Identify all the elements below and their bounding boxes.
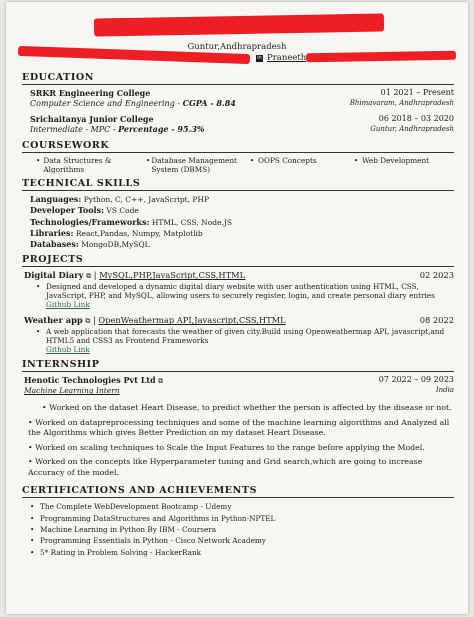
score: CGPA - 8.84	[182, 98, 236, 108]
education-item	[22, 88, 454, 109]
edu-dates: 06 2018 – 03 2020	[378, 114, 454, 123]
project-tech[interactable]: OpenWeathermap API,Javascript,CSS,HTML	[98, 315, 286, 326]
github-link[interactable]: Github Link	[46, 345, 90, 355]
project-name: Weather app	[24, 315, 83, 326]
projects-section	[22, 254, 454, 355]
skills-section	[22, 178, 454, 250]
cert-item: • 5* Rating in Problem Solving - HackerRank	[30, 547, 202, 557]
skill-row: Developer Tools: VS Code	[30, 205, 139, 216]
edu-dates: 01 2021 – Present	[380, 88, 454, 97]
degree: Computer Science and Engineering -	[30, 99, 183, 108]
cert-item: • Machine Learning in Python By IBM - Coursera	[30, 525, 217, 535]
external-link-icon[interactable]: ⧉	[158, 377, 164, 386]
internship-point: • Worked on datapreprocessing techniques and some of the machine learning algorithms and Analyzed all the Algorithms which gives Better Prediction on my dataset Heart Disease.	[28, 417, 450, 438]
education-item	[22, 114, 454, 135]
internship-point: • Worked on the concepts like Hyperparameter tuning and Grid search,which are going to increase Accuracy of the model.	[28, 457, 423, 477]
location-line: Guntur,Andhrapradesh	[187, 42, 287, 52]
project-description: A web application that forecasts the weather of given city.Build using Openweathermap API, javascript,and HTML5 and CSS3 as Frontend Frameworks	[46, 327, 445, 346]
edu-place: Guntur, Andhrapradesh	[370, 125, 454, 133]
company-name: Henotic Technologies Pvt Ltd	[24, 375, 156, 386]
project-description: Designed and developed a dynamic digital diary website with user authentication using HTML, CSS, JavaScript, PHP, and MySQL, allowing users to securely register, login, and create personal diary entries	[46, 282, 435, 301]
redacted-name	[94, 13, 384, 36]
section-title: COURSEWORK	[22, 140, 454, 153]
internship-dates: 07 2022 – 09 2023	[378, 375, 454, 385]
project-item: Weather app ⧉ | OpenWeathermap API,Javascript,CSS,HTML 08 2022 • A web application that forecasts the weather of given city.Build using Openweathermap API, javascript,and HTML5 and CSS3 as Frontend Frameworks Github Link	[24, 315, 454, 355]
project-name: Digital Diary	[24, 270, 84, 281]
section-title: CERTIFICATIONS AND ACHIEVEMENTS	[22, 485, 454, 498]
school-name: SRKR Engineering College	[30, 88, 151, 98]
internship-location: India	[435, 386, 454, 395]
cert-item: • Programming DataStructures and Algorithms in Python-NPTEL	[30, 513, 276, 523]
degree: Intermediate - MPC -	[30, 125, 119, 134]
skill-row: Technologies/Frameworks: HTML, CSS, Node.JS	[30, 216, 233, 227]
project-item: Digital Diary ⧉ | MySQL,PHP,JavaScript,CSS,HTML 02 2023 • Designed and developed a dynamic digital diary website with user authentication using HTML, CSS, JavaScript, PHP, and MySQL, allowing users to securely register, login, and create personal diary entries Github Link	[24, 270, 454, 310]
internship-point: • Worked on scaling techniques to Scale the Input Features to the range before applying the Model.	[28, 442, 425, 452]
linkedin-link[interactable]: Praneeth	[267, 53, 307, 63]
github-link[interactable]: Github Link	[46, 300, 90, 310]
section-title: EDUCATION	[22, 72, 454, 85]
project-date: 02 2023	[419, 270, 454, 281]
skill-row: Databases: MongoDB,MySQL	[30, 239, 150, 250]
contact-links	[256, 53, 306, 63]
coursework-section	[22, 140, 454, 174]
linkedin-icon: in	[257, 54, 262, 61]
external-link-icon[interactable]: ⧉	[86, 272, 92, 281]
education-section	[22, 72, 454, 135]
skill-row: Languages: Python, C, C++, JavaScript, PHP	[30, 194, 210, 204]
section-title: INTERNSHIP	[22, 359, 454, 372]
external-link-icon[interactable]: ⧉	[85, 317, 91, 326]
section-title: PROJECTS	[22, 254, 454, 267]
cert-item: • The Complete WebDevelopment Bootcamp - Udemy	[30, 502, 232, 512]
course-item: • OOPS Concepts	[250, 156, 317, 165]
internship-point: • Worked on the dataset Heart Disease, to predict whether the person is affected by the disease or not.	[42, 403, 452, 413]
project-tech[interactable]: MySQL,PHP,JavaScript,CSS,HTML	[99, 270, 246, 281]
section-title: TECHNICAL SKILLS	[22, 178, 454, 191]
course-item: • Web Development	[354, 156, 430, 165]
school-name: Srichaitanya Junior College	[30, 114, 154, 124]
redacted-contact-right	[306, 51, 456, 63]
course-item: • Data Structures & Algorithms	[36, 156, 112, 174]
cert-item: • Programming Essentials in Python - Cisco Network Academy	[30, 536, 266, 546]
project-date: 08 2022	[419, 315, 454, 326]
skill-row: Libraries: React,Pandas, Numpy, Matplotlib	[30, 227, 203, 238]
score: Percentage - 95.3%	[118, 124, 205, 134]
certifications-section	[22, 485, 454, 557]
internship-role: Machine Learning Intern	[24, 386, 120, 396]
course-item: • Database Management System (DBMS)	[146, 156, 237, 174]
edu-place: Bhimavaram, Andhrapradesh	[349, 99, 454, 107]
resume-page	[6, 2, 468, 614]
internship-section	[22, 359, 454, 478]
